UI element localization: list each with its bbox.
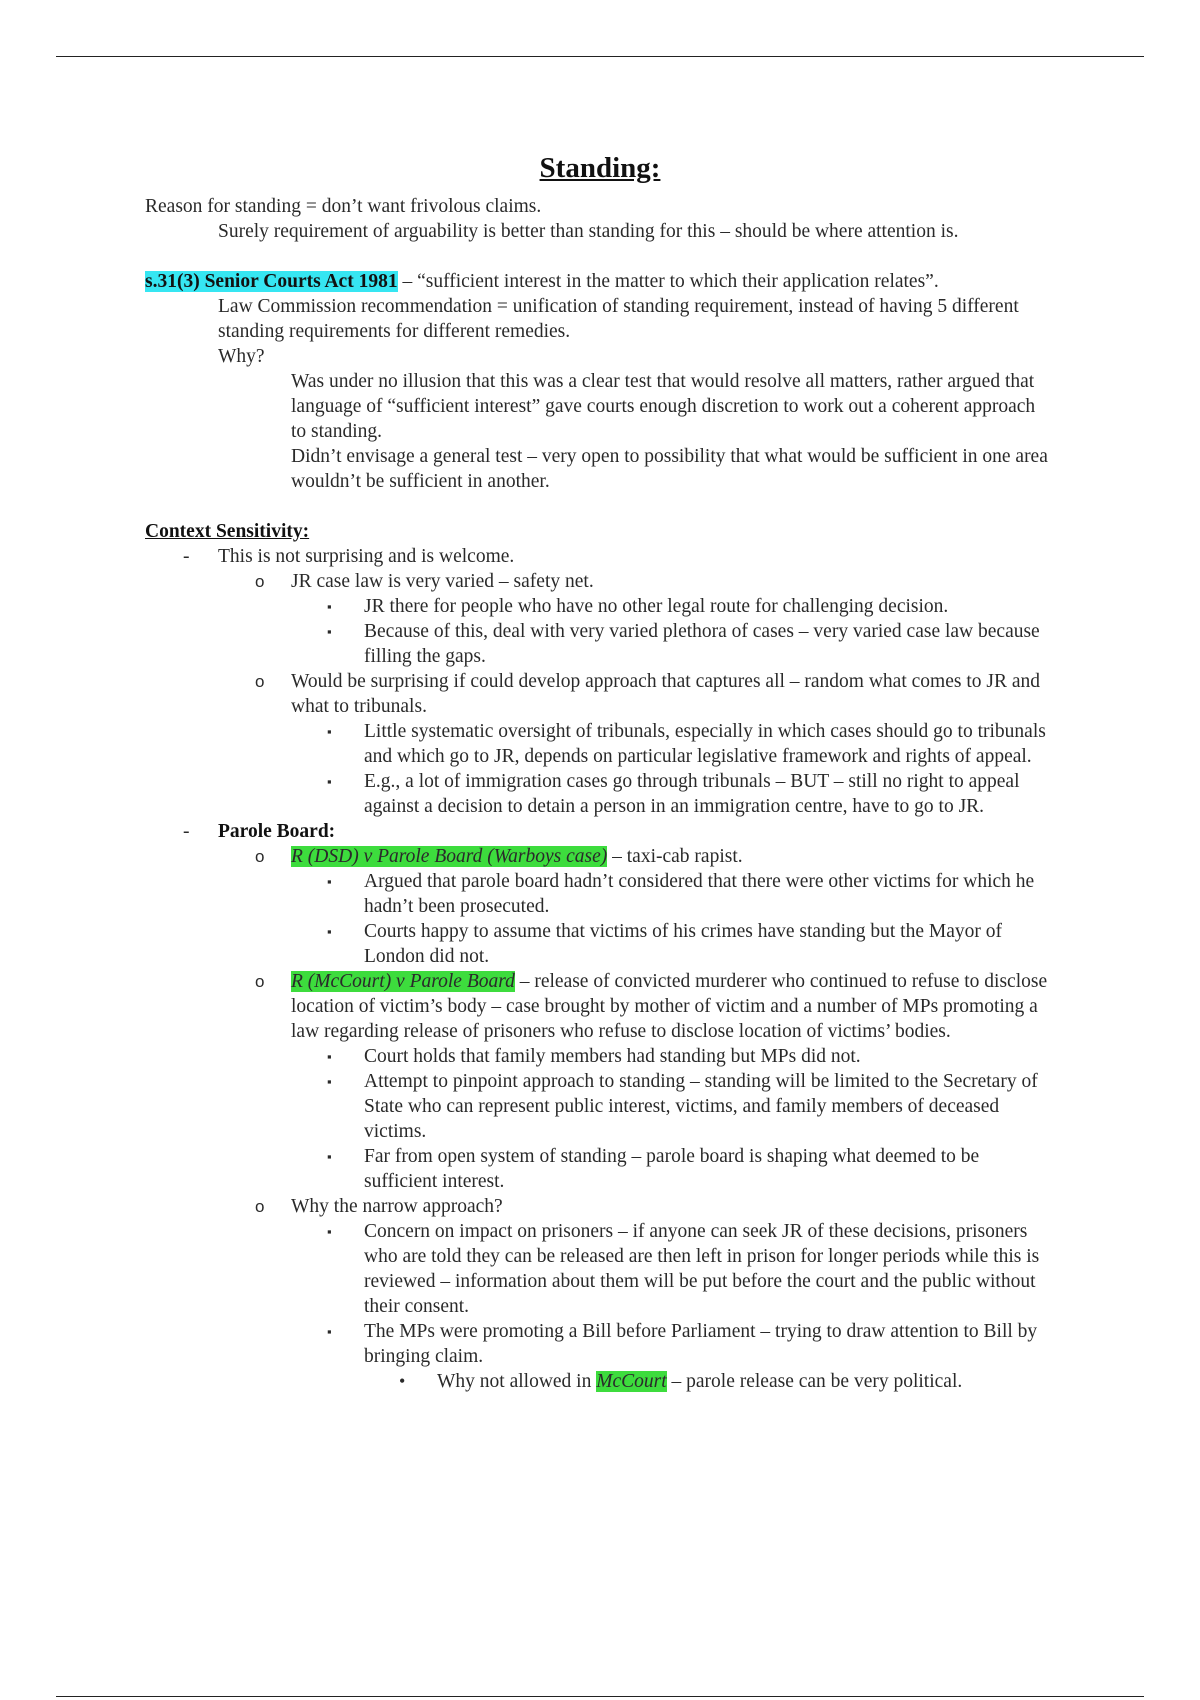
list-item: o JR case law is very varied – safety net.: [255, 571, 594, 592]
square-bullet-icon: ▪: [327, 924, 332, 939]
footer-rule: [56, 1696, 1144, 1697]
why-question: Why?: [218, 346, 265, 367]
header-rule: [56, 56, 1144, 57]
document-body: [145, 150, 1055, 1394]
list-item: ▪ Far from open system of standing – parole board is shaping what deemed to be sufficient interest.: [327, 1146, 980, 1192]
reason-paragraph: Didn’t envisage a general test – very open to possibility that what would be sufficient in one area wouldn’t be sufficient in another.: [291, 446, 1048, 492]
list-item: o Why the narrow approach?: [255, 1196, 503, 1217]
list-item: ▪ Because of this, deal with very varied plethora of cases – very varied case law because filling the gaps.: [327, 621, 1040, 667]
square-bullet-icon: ▪: [327, 1224, 332, 1239]
square-bullet-icon: ▪: [327, 1074, 332, 1089]
case-name-mccourt: McCourt: [596, 1371, 667, 1392]
list-item: ▪ Court holds that family members had standing but MPs did not.: [327, 1046, 861, 1067]
round-bullet-icon: •: [399, 1371, 406, 1391]
list-item: - This is not surprising and is welcome.: [183, 546, 515, 567]
statute-quote: – “sufficient interest in the matter to which their application relates”.: [397, 271, 939, 292]
list-item: ▪ Argued that parole board hadn’t considered that there were other victims for which he hadn’t been prosecuted.: [327, 871, 1035, 917]
dash-marker: -: [183, 546, 190, 567]
square-bullet-icon: ▪: [327, 1049, 332, 1064]
circle-marker: o: [255, 972, 265, 991]
section-heading-context: Context Sensitivity:: [145, 521, 310, 542]
list-item: ▪ Concern on impact on prisoners – if anyone can seek JR of these decisions, prisoners who are told they can be released are then left in prison for longer periods while this is reviewed – information about them will be put before the court and the public without their consent.: [327, 1221, 1040, 1317]
statute-paragraph: [145, 269, 1055, 294]
statute-reference: s.31(3) Senior Courts Act 1981: [145, 271, 398, 292]
list-item: ▪ JR there for people who have no other legal route for challenging decision.: [327, 596, 949, 617]
square-bullet-icon: ▪: [327, 724, 332, 739]
list-item: o R (DSD) v Parole Board (Warboys case) – taxi-cab rapist.: [255, 846, 743, 867]
list-item: o R (McCourt) v Parole Board – release of convicted murderer who continued to refuse to disclose location of victim’s body – case brought by mother of victim and a number of MPs promoting a law regarding release of prisoners who refuse to disclose location of victims’ bodies.: [255, 971, 1048, 1042]
intro-line: Reason for standing = don’t want frivolous claims.: [145, 196, 542, 217]
intro-note: Surely requirement of arguability is better than standing for this – should be where attention is.: [218, 221, 959, 242]
square-bullet-icon: ▪: [327, 774, 332, 789]
square-bullet-icon: ▪: [327, 599, 332, 614]
list-item: ▪ Attempt to pinpoint approach to standing – standing will be limited to the Secretary of State who can represent public interest, victims, and family members of deceased victims.: [327, 1071, 1038, 1142]
square-bullet-icon: ▪: [327, 1324, 332, 1339]
circle-marker: o: [255, 572, 265, 591]
dash-marker: -: [183, 821, 190, 842]
law-commission-note: Law Commission recommendation = unification of standing requirement, instead of having 5 different standing requirements for different remedies.: [218, 296, 1019, 342]
case-name-warboys: R (DSD) v Parole Board (Warboys case): [291, 846, 608, 867]
circle-marker: o: [255, 847, 265, 866]
list-item: ▪ Courts happy to assume that victims of his crimes have standing but the Mayor of London did not.: [327, 921, 1002, 967]
list-item: ▪ E.g., a lot of immigration cases go through tribunals – BUT – still no right to appeal against a decision to detain a person in an immigration centre, have to go to JR.: [327, 771, 1020, 817]
square-bullet-icon: ▪: [327, 624, 332, 639]
list-item: [145, 819, 1055, 844]
circle-marker: o: [255, 672, 265, 691]
reason-paragraph: Was under no illusion that this was a clear test that would resolve all matters, rather argued that language of “sufficient interest” gave courts enough discretion to work out a coherent approach to standing.: [291, 371, 1036, 442]
case-name-mccourt: R (McCourt) v Parole Board: [291, 971, 515, 992]
square-bullet-icon: ▪: [327, 1149, 332, 1164]
document-title: Standing:: [539, 152, 661, 184]
list-item: ▪ The MPs were promoting a Bill before Parliament – trying to draw attention to Bill by bringing claim.: [327, 1321, 1038, 1367]
circle-marker: o: [255, 1197, 265, 1216]
list-item: • Why not allowed in McCourt – parole release can be very political.: [399, 1371, 963, 1392]
list-item: ▪ Little systematic oversight of tribunals, especially in which cases should go to tribunals and which go to JR, depends on particular legislative framework and rights of appeal.: [327, 721, 1046, 767]
square-bullet-icon: ▪: [327, 874, 332, 889]
list-item: o Would be surprising if could develop approach that captures all – random what comes to JR and what to tribunals.: [255, 671, 1040, 717]
parole-heading: Parole Board:: [218, 821, 336, 842]
